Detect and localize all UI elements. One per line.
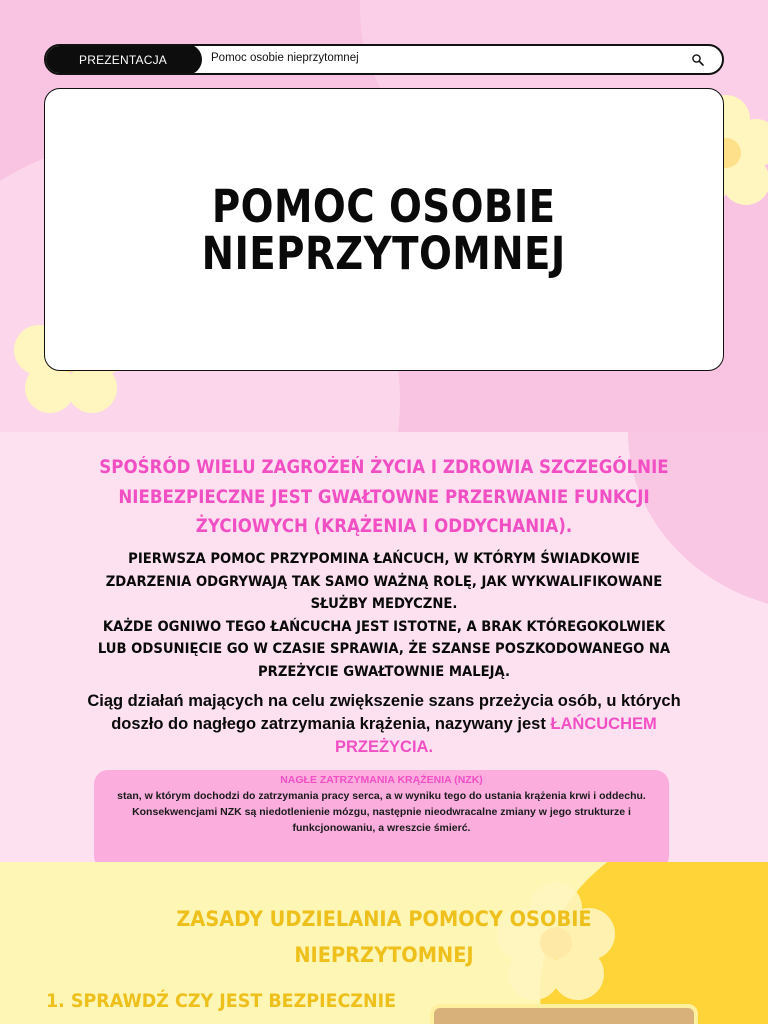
nzk-body: stan, w którym dochodzi do zatrzymania pracy serca, a w wyniku tego do ustania krążenia krwi i oddechu. Konsekwencjami NZK są niedotlenienie mózgu, następnie nieodwracalne zmiany w jego strukturze i funkcjonowaniu, a wreszcie śmierć. <box>117 790 646 834</box>
rule-item-1: 1. SPRAWDŹ CZY JEST BEZPIECZNIE <box>46 990 397 1012</box>
chain-description: Ciąg działań mających na celu zwiększenie szans przeżycia osób, u których doszło do nagłego zatrzymania krążenia, nazywany jest <box>87 692 681 733</box>
intro-paragraph-1: PIERWSZA POMOC PRZYPOMINA ŁAŃCUCH, W KTÓRYM ŚWIADKOWIE ZDARZENIA ODGRYWAJĄ TAK SAMO WAŻNĄ ROLĘ, JAK WYKWALIFIKOWANE SŁUŻBY MEDYCZNE. <box>105 551 663 612</box>
rules-section <box>0 862 768 1024</box>
intro-text <box>96 548 673 683</box>
nzk-title: NAGŁE ZATRZYMANIA KRĄŻENIA (NZK) <box>280 774 483 786</box>
info-section <box>0 432 768 862</box>
intro-paragraph-2: KAŻDE OGNIWO TEGO ŁAŃCUCHA JEST ISTOTNE, A BRAK KTÓREGOKOLWIEK LUB ODSUNIĘCIE GO W CZASIE SPRAWIA, ŻE SZANSE POSZKODOWANEGO NA PRZEŻYCIE GWAŁTOWNIE MALEJĄ. <box>97 618 671 680</box>
search-icon[interactable] <box>691 53 705 67</box>
nzk-definition-box <box>94 770 669 862</box>
search-input[interactable]: Pomoc osobie nieprzytomnej <box>211 52 359 64</box>
title-line-2: NIEPRZYTOMNEJ <box>201 226 567 280</box>
intro-heading: SPOŚRÓD WIELU ZAGROŻEŃ ŻYCIA I ZDROWIA SZCZEGÓLNIE NIEBEZPIECZNE JEST GWAŁTOWNE PRZERWANIE FUNKCJI ŻYCIOWYCH (KRĄŻENIA I ODDYCHANIA). <box>99 457 669 537</box>
hero-section <box>0 0 768 432</box>
search-bar[interactable] <box>44 44 724 75</box>
presentation-label: PREZENTACJA <box>44 44 202 75</box>
rules-heading: ZASADY UDZIELANIA POMOCY OSOBIE NIEPRZYTOMNEJ <box>176 907 592 968</box>
title-card <box>44 88 724 371</box>
title-line-1: POMOC OSOBIE <box>212 179 556 233</box>
photo-frame <box>430 1004 698 1024</box>
page-title <box>201 179 567 280</box>
chain-of-survival-text <box>74 690 694 759</box>
chain-highlight: ŁAŃCUCHEM PRZEŻYCIA. <box>334 715 657 756</box>
